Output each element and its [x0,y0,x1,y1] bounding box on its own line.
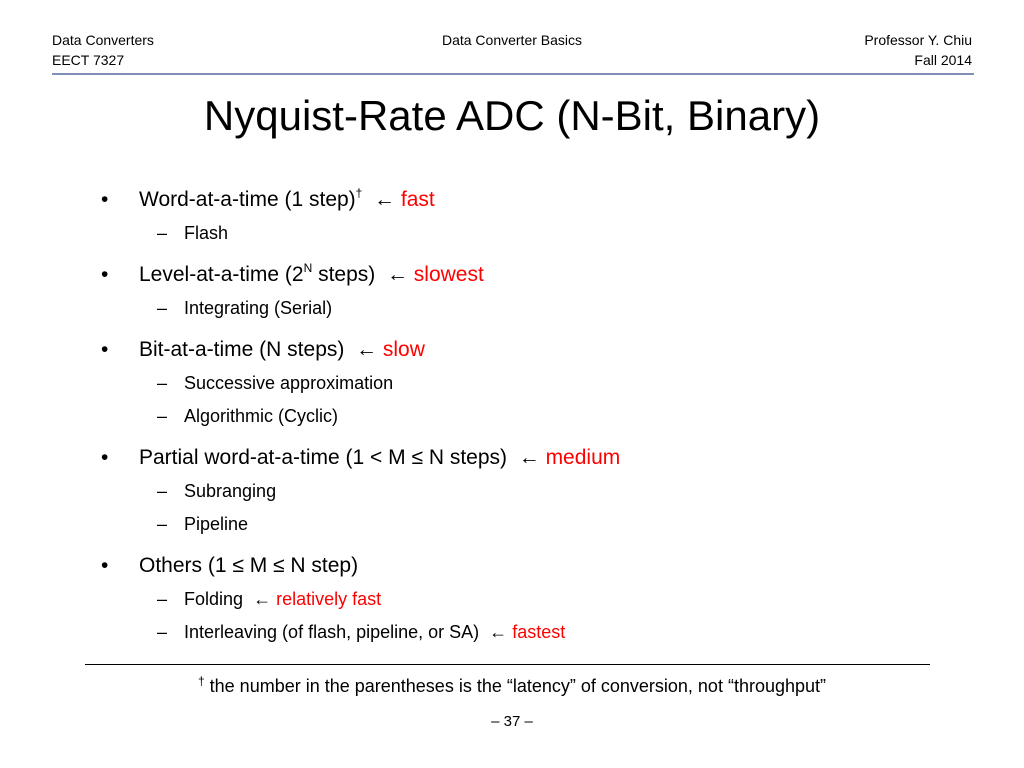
sub-item-label: Interleaving (of flash, pipeline, or SA) [184,622,480,642]
bullet-text-main: Level-at-a-time (2 [139,263,304,286]
footnote-divider [85,664,930,665]
bullet-item-level-at-a-time [0,258,1024,292]
sub-item-integrating [0,292,1024,325]
header-topic: Data Converter Basics [441,32,583,48]
left-arrow-icon: ← [253,589,272,609]
bullet-list [0,183,1024,649]
speed-label: medium [545,446,621,469]
sub-item-algorithmic [0,400,1024,433]
header-instructor: Professor Y. Chiu [864,32,972,48]
speed-label: fastest [512,622,566,642]
bullet-item-partial-word-at-a-time [0,441,1024,475]
sub-item-text: Pipeline [184,514,249,534]
footnote-dagger-mark: † [197,674,205,688]
sub-item-text: Integrating (Serial) [184,298,333,318]
bullet-icon: • [101,263,109,286]
sub-item-folding [0,583,1024,616]
bullet-item-word-at-a-time [0,183,1024,217]
speed-label: slowest [413,263,484,286]
speed-label: slow [382,338,425,361]
bullet-icon: • [101,554,109,577]
bullet-text [139,333,425,367]
header-course-info [52,30,154,70]
sub-item-pipeline [0,508,1024,541]
bullet-item-bit-at-a-time [0,333,1024,367]
bullet-text-tail: steps) [312,263,376,286]
dash-icon: – [157,514,168,534]
sub-item-label: Folding [184,589,244,609]
dash-icon: – [157,298,168,318]
header-course-code: EECT 7327 [52,52,125,68]
bullet-text-main: Word-at-a-time (1 step) [139,188,356,211]
sub-item-text [184,583,381,616]
dash-icon: – [157,223,168,243]
slide-title: Nyquist-Rate ADC (N-Bit, Binary) [203,92,821,139]
sub-item-text: Flash [184,223,229,243]
header-course-name: Data Converters [52,32,154,48]
sub-item-flash [0,217,1024,250]
left-arrow-icon: ← [518,446,540,469]
header-instructor-info [864,30,972,70]
dash-icon: – [157,481,168,501]
footnote-text: the number in the parentheses is the “latency” of conversion, not “throughput” [204,676,827,696]
sub-item-text: Successive approximation [184,373,394,393]
speed-label: relatively fast [276,589,382,609]
sub-item-interleaving [0,616,1024,649]
dagger-mark: † [355,186,363,200]
speed-label: fast [400,188,435,211]
dash-icon: – [157,589,168,609]
superscript-n: N [303,261,313,275]
sub-item-text [184,616,565,649]
bullet-text [139,183,435,217]
dash-icon: – [157,622,168,642]
left-arrow-icon: ← [386,263,408,286]
header-divider [52,73,974,75]
header-term: Fall 2014 [914,52,972,68]
bullet-text: Others (1 ≤ M ≤ N step) [139,554,359,577]
bullet-icon: • [101,446,109,469]
bullet-item-others [0,549,1024,583]
bullet-icon: • [101,188,109,211]
sub-item-successive-approximation [0,367,1024,400]
sub-item-subranging [0,475,1024,508]
left-arrow-icon: ← [356,338,378,361]
left-arrow-icon: ← [489,622,508,642]
sub-item-text: Algorithmic (Cyclic) [184,406,339,426]
bullet-text-main: Partial word-at-a-time (1 < M ≤ N steps) [139,446,508,469]
left-arrow-icon: ← [374,188,396,211]
bullet-text [139,441,620,475]
dash-icon: – [157,406,168,426]
footnote [0,673,1024,699]
page-number: – 37 – [491,713,533,730]
bullet-icon: • [101,338,109,361]
bullet-text-main: Bit-at-a-time (N steps) [139,338,345,361]
sub-item-text: Subranging [184,481,277,501]
bullet-text [139,258,484,292]
dash-icon: – [157,373,168,393]
